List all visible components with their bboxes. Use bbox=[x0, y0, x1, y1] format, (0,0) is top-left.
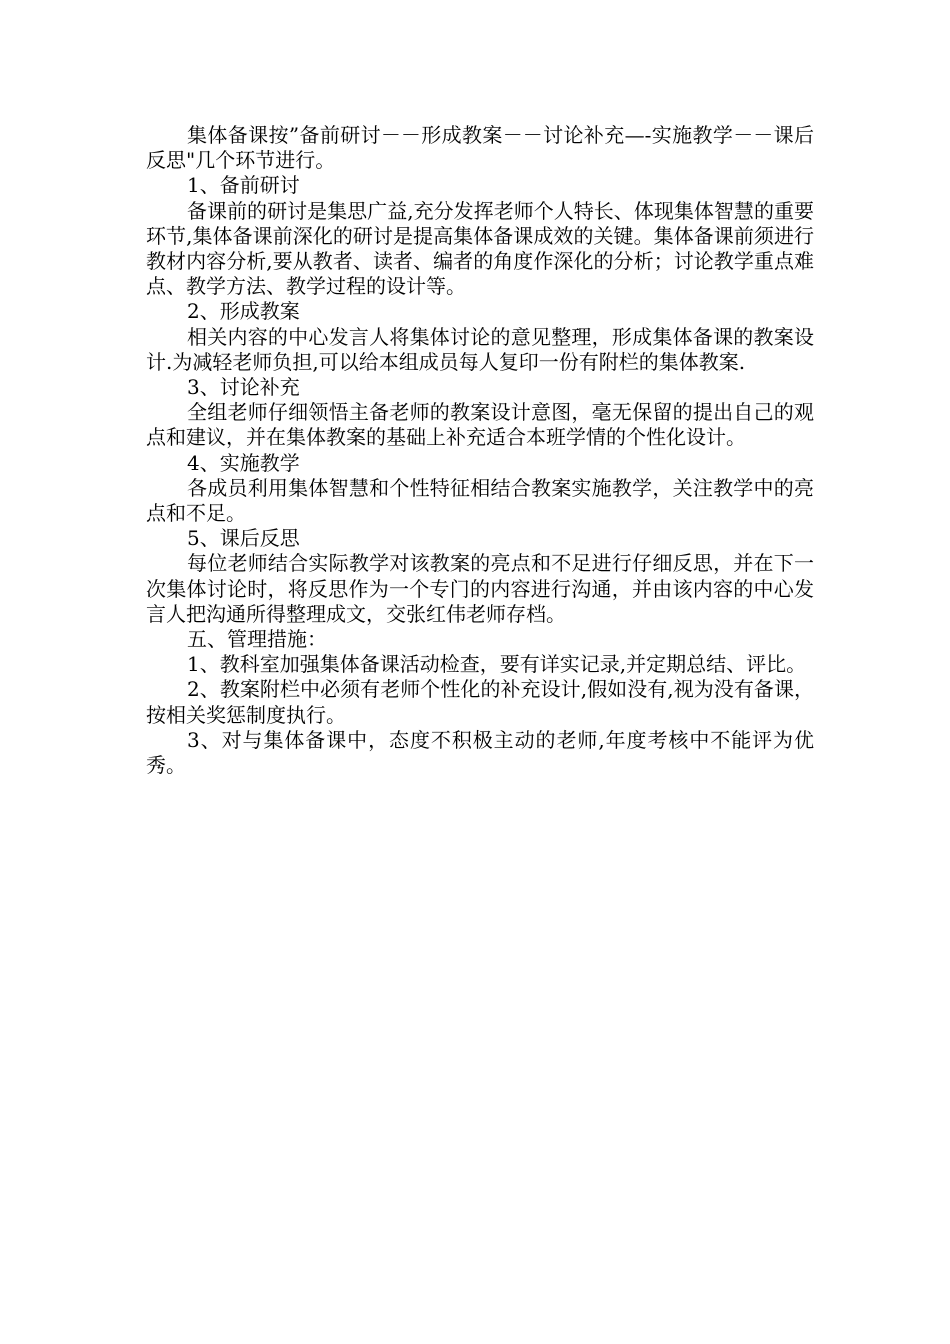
section-paragraph-3: 全组老师仔细领悟主备老师的教案设计意图，毫无保留的提出自己的观点和建议，并在集体教案的基础上补充适合本班学情的个性化设计。 bbox=[146, 400, 814, 450]
management-item-3: 3、对与集体备课中，态度不积极主动的老师,年度考核中不能评为优秀。 bbox=[146, 727, 814, 778]
section-paragraph-1: 备课前的研讨是集思广益,充分发挥老师个人特长、体现集体智慧的重要环节,集体备课前深化的研讨是提高集体备课成效的关键。集体备课前须进行教材内容分析,要从教者、读者、编者的角度作深化的分析；讨论教学重点难点、教学方法、教学过程的设计等。 bbox=[146, 198, 814, 299]
section-paragraph-2: 相关内容的中心发言人将集体讨论的意见整理，形成集体备课的教案设计.为减轻老师负担,可以给本组成员每人复印一份有附栏的集体教案. bbox=[146, 324, 814, 374]
management-item-1: 1、教科室加强集体备课活动检查，要有详实记录,并定期总结、评比。 bbox=[187, 652, 807, 677]
section-paragraph-4: 各成员利用集体智慧和个性特征相结合教案实施教学，关注教学中的亮点和不足。 bbox=[146, 475, 814, 526]
section-heading-3: 3、讨论补充 bbox=[187, 375, 300, 400]
section-heading-5: 5、课后反思 bbox=[187, 526, 300, 551]
section-heading-2: 2、形成教案 bbox=[187, 299, 300, 324]
section-heading-1: 1、备前研讨 bbox=[187, 173, 300, 198]
section-paragraph-5: 每位老师结合实际教学对该教案的亮点和不足进行仔细反思，并在下一次集体讨论时，将反思作为一个专门的内容进行沟通，并由该内容的中心发言人把沟通所得整理成文，交张红伟老师存档。 bbox=[146, 551, 814, 626]
management-item-2: 2、教案附栏中必须有老师个性化的补充设计,假如没有,视为没有备课，按相关奖惩制度执行。 bbox=[146, 677, 814, 727]
section-heading-4: 4、实施教学 bbox=[187, 450, 300, 475]
document-body bbox=[146, 123, 814, 778]
intro-paragraph: 集体备课按”备前研讨－－形成教案－－讨论补充—-实施教学－－课后反思"几个环节进行。 bbox=[146, 123, 814, 173]
management-heading: 五、管理措施： bbox=[187, 627, 327, 652]
